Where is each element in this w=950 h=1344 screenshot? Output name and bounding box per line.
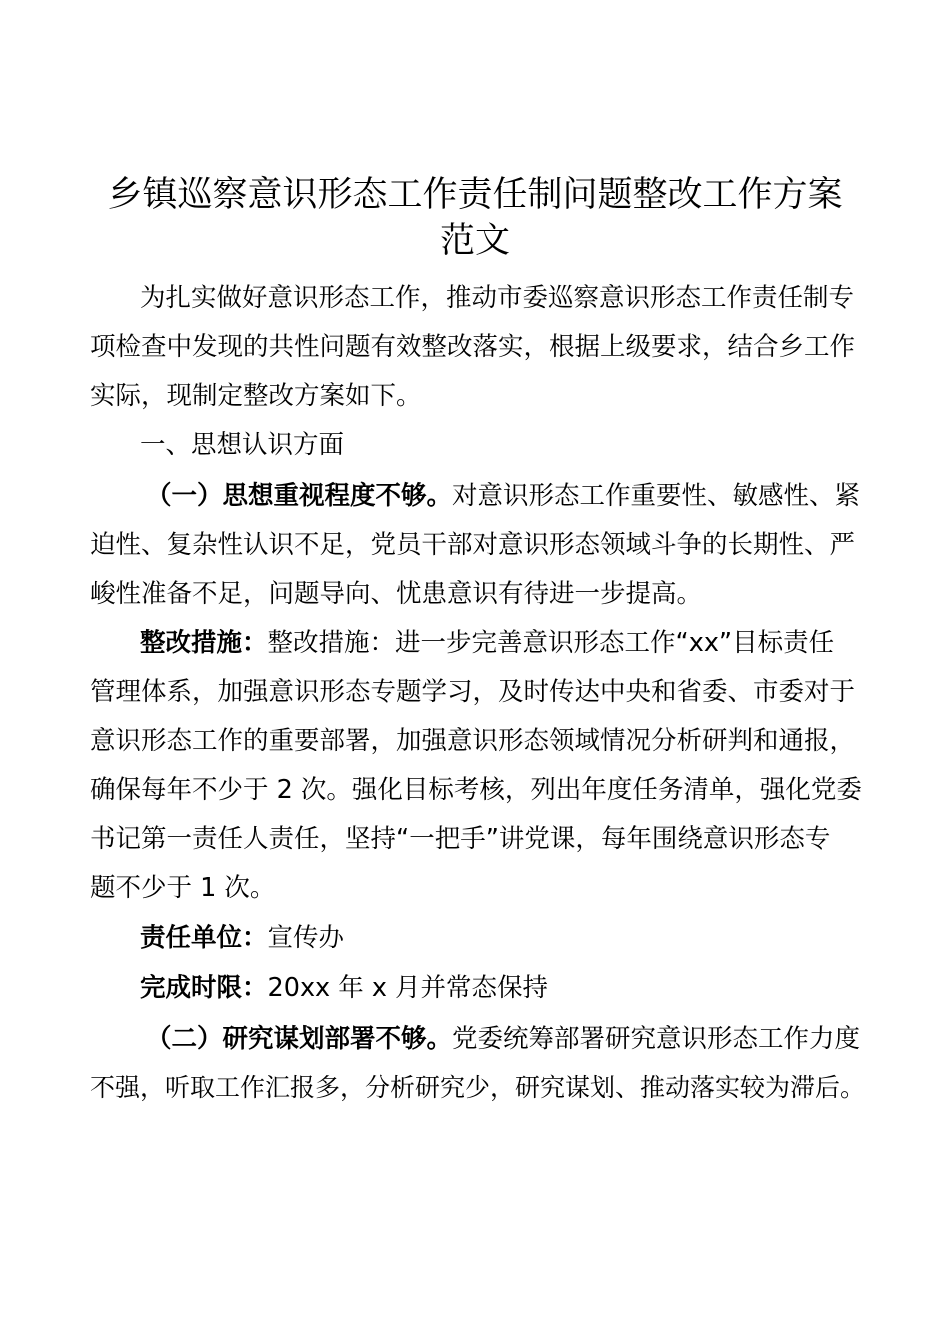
item1-line-3: 峻性准备不足，问题导向、忧患意识有待进一步提高。 <box>90 579 703 609</box>
item2-line1-text: 党委统筹部署研究意识形态工作力度 <box>452 1024 861 1054</box>
item1-line1-text: 对意识形态工作重要性、敏感性、紧 <box>452 481 861 511</box>
item1-first-line <box>146 481 860 511</box>
measures-line-2: 管理体系，加强意识形态专题学习，及时传达中央和省委、市委对于 <box>90 677 856 707</box>
deadline-label: 完成时限： <box>140 973 268 1003</box>
document-title-line1: 乡镇巡察意识形态工作责任制问题整改工作方案 <box>107 175 843 215</box>
responsible-line <box>140 923 344 953</box>
measures-line1-text: 整改措施：进一步完善意识形态工作“xx”目标责任 <box>267 628 835 658</box>
measures-line-3: 意识形态工作的重要部署，加强意识形态领域情况分析研判和通报， <box>90 726 856 756</box>
intro-line-2: 项检查中发现的共性问题有效整改落实，根据上级要求，结合乡工作 <box>90 332 856 362</box>
responsible-value: 宣传办 <box>267 923 345 953</box>
responsible-label: 责任单位： <box>140 923 268 953</box>
intro-line-3: 实际，现制定整改方案如下。 <box>90 381 422 411</box>
measures-line-6: 题不少于 1 次。 <box>90 873 276 903</box>
item1-line-2: 迫性、复杂性认识不足，党员干部对意识形态领域斗争的长期性、严 <box>90 530 856 560</box>
item2-first-line <box>146 1024 860 1054</box>
measures-line-5: 书记第一责任人责任，坚持“一把手”讲党课，每年围绕意识形态专 <box>90 824 831 854</box>
deadline-line <box>140 973 548 1003</box>
measures-label: 整改措施： <box>140 628 268 658</box>
measures-line-4: 确保每年不少于 2 次。强化目标考核，列出年度任务清单，强化党委 <box>90 775 862 805</box>
item2-line-2: 不强，听取工作汇报多，分析研究少，研究谋划、推动落实较为滞后。 <box>90 1073 866 1102</box>
document-title-line2: 范文 <box>439 221 510 261</box>
deadline-value: 20xx 年 x 月并常态保持 <box>267 973 549 1003</box>
item2-heading: （二）研究谋划部署不够。 <box>146 1024 453 1054</box>
intro-line-1: 为扎实做好意识形态工作，推动市委巡察意识形态工作责任制专 <box>140 283 855 313</box>
measures-first-line <box>140 628 834 658</box>
section1-heading: 一、思想认识方面 <box>140 430 345 460</box>
item1-heading: （一）思想重视程度不够。 <box>146 481 453 511</box>
